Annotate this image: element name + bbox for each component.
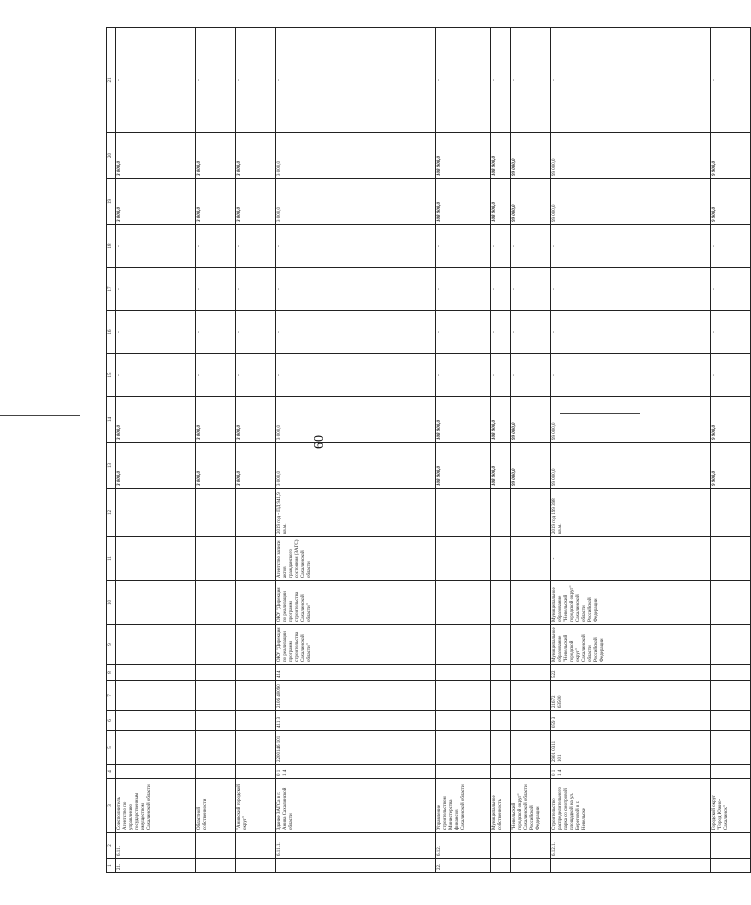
table-cell: - (551, 311, 711, 354)
table-cell: - (551, 28, 711, 133)
table-cell: - (116, 28, 196, 133)
table-cell: - (551, 268, 711, 311)
table-cell (236, 681, 276, 711)
table-cell (711, 665, 751, 681)
table-cell (491, 833, 511, 859)
table-cell (196, 537, 236, 581)
table-cell (491, 489, 511, 537)
table-cell: - (491, 28, 511, 133)
table-cell: - (116, 311, 196, 354)
table-cell: 3 000,0 (276, 179, 436, 225)
table-cell (236, 859, 276, 873)
table-cell: Городской округ "Город Южно-Сахалинск" (711, 779, 751, 833)
table-cell: - (236, 28, 276, 133)
table-cell: 108 900,0 (436, 179, 491, 225)
table-cell: 3 000,0 (236, 443, 276, 489)
table-cell: - (276, 225, 436, 268)
table-cell (511, 581, 551, 625)
table-cell (436, 625, 491, 665)
table-cell (116, 489, 196, 537)
table-cell: - (436, 311, 491, 354)
table-cell: - (551, 354, 711, 397)
table-cell: 059 3 (551, 711, 711, 731)
table-cell (116, 665, 196, 681)
table-cell: 3 000,0 (116, 133, 196, 179)
table-cell: 9 900,0 (711, 179, 751, 225)
table-cell (491, 681, 511, 711)
table-cell (196, 681, 236, 711)
table-cell (711, 581, 751, 625)
table-cell (236, 537, 276, 581)
column-header: 9 (107, 625, 116, 665)
column-header: 12 (107, 489, 116, 537)
table-cell (711, 625, 751, 665)
table-cell: - (491, 225, 511, 268)
table-cell: - (511, 354, 551, 397)
table-cell: - (491, 268, 511, 311)
table-cell: 3 000,0 (276, 443, 436, 489)
column-header: 20 (107, 133, 116, 179)
table-cell: 6.12.1. (551, 833, 711, 859)
table-cell: 3 000,0 (196, 179, 236, 225)
table-cell (511, 681, 551, 711)
table-cell (436, 711, 491, 731)
table-cell (196, 489, 236, 537)
table-cell (436, 489, 491, 537)
table-row (116, 28, 196, 873)
table-cell: 108 900,0 (491, 443, 511, 489)
table-cell (196, 859, 236, 873)
table-cell: - (711, 268, 751, 311)
table-cell: 22. (436, 859, 491, 873)
column-header: 16 (107, 311, 116, 354)
table-cell: 0 1 1 4 (276, 765, 436, 779)
table-cell: - (511, 28, 551, 133)
table-cell: - (491, 354, 511, 397)
table-cell: - (711, 354, 751, 397)
table-cell: 9 900,0 (711, 133, 751, 179)
table-cell: 3 000,0 (236, 133, 276, 179)
table-cell: - (276, 354, 436, 397)
table-cell: 6.11. (116, 833, 196, 859)
table-cell (236, 581, 276, 625)
table-cell (551, 859, 711, 873)
table-row (551, 28, 711, 873)
table-cell: 414 (276, 665, 436, 681)
table-cell: - (236, 268, 276, 311)
column-header: 4 (107, 765, 116, 779)
table-row (711, 28, 751, 873)
table-cell (116, 625, 196, 665)
column-header: 15 (107, 354, 116, 397)
table-cell: - (436, 354, 491, 397)
table-cell: 2200146 101 (276, 731, 436, 765)
table-cell: 3 000,0 (276, 397, 436, 443)
table-cell (511, 765, 551, 779)
rotated-table-container (106, 48, 729, 873)
table-cell (196, 625, 236, 665)
table-cell: 3 000,0 (276, 133, 436, 179)
table-cell (236, 833, 276, 859)
table-cell (511, 665, 551, 681)
table-cell (196, 665, 236, 681)
column-header: 5 (107, 731, 116, 765)
table-cell: - (196, 225, 236, 268)
table-cell: - (116, 354, 196, 397)
table-cell: Муниципальное собственность (491, 779, 511, 833)
table-cell (491, 537, 511, 581)
table-cell (436, 765, 491, 779)
column-header: 6 (107, 711, 116, 731)
table-cell: 6.12. (436, 833, 491, 859)
table-cell (436, 537, 491, 581)
budget-table (106, 27, 751, 873)
table-cell: 99 000,0 (551, 133, 711, 179)
table-cell: - (196, 268, 236, 311)
table-cell (491, 711, 511, 731)
table-cell: 9 900,0 (711, 397, 751, 443)
column-header: 18 (107, 225, 116, 268)
table-cell: 108 900,0 (491, 133, 511, 179)
page-number: 60 (312, 435, 327, 449)
table-cell: ОКУ "Дирекция по реализации программ строительства Сахалинской области" (276, 581, 436, 625)
table-cell: - (711, 225, 751, 268)
table-cell: - (711, 311, 751, 354)
column-header: 3 (107, 779, 116, 833)
table-cell (511, 489, 551, 537)
table-cell: - (491, 311, 511, 354)
table-cell (711, 731, 751, 765)
table-cell: 108 900,0 (436, 397, 491, 443)
table-cell: 108 900,0 (436, 133, 491, 179)
table-cell (491, 581, 511, 625)
table-cell: - (196, 354, 236, 397)
table-cell: - (551, 225, 711, 268)
table-row (236, 28, 276, 873)
table-cell: 411 3 (276, 711, 436, 731)
table-cell: 108 900,0 (491, 179, 511, 225)
table-cell: Областной собственности (196, 779, 236, 833)
table-cell (116, 681, 196, 711)
table-cell (711, 711, 751, 731)
table-cell (491, 665, 511, 681)
table-cell: - (511, 225, 551, 268)
table-cell: 99 000,0 (551, 397, 711, 443)
table-cell: - (436, 28, 491, 133)
table-cell (511, 859, 551, 873)
table-cell: 6.11.1. (276, 833, 436, 859)
table-cell: 3 000,0 (116, 179, 196, 225)
table-row (196, 28, 236, 873)
scan-artifact-line (0, 415, 80, 416)
table-cell: 2901 0311 101 (551, 731, 711, 765)
table-cell (116, 537, 196, 581)
table-cell: 99 000,0 (511, 397, 551, 443)
table-cell (511, 711, 551, 731)
table-cell: 3 000,0 (236, 397, 276, 443)
table-cell: Строительство распределительного парка со смотровой площадкой на ул. Береговой в г. Невельске (551, 779, 711, 833)
table-cell: - (116, 225, 196, 268)
table-cell: 99 000,0 (511, 443, 551, 489)
table-cell: ОКУ "Дирекция по реализации программ строительства Сахалинской области" (276, 625, 436, 665)
column-header: 21 (107, 28, 116, 133)
table-cell: 99 000,0 (551, 443, 711, 489)
column-header: 2 (107, 833, 116, 859)
table-cell: 522 (551, 665, 711, 681)
table-cell: 108 900,0 (436, 443, 491, 489)
table-cell (196, 731, 236, 765)
table-cell (236, 665, 276, 681)
table-row (491, 28, 511, 873)
table-cell (711, 537, 751, 581)
table-cell: - (236, 225, 276, 268)
table-cell: 9 900,0 (711, 443, 751, 489)
table-cell (436, 665, 491, 681)
column-header: 8 (107, 665, 116, 681)
column-header: 7 (107, 681, 116, 711)
table-cell (491, 859, 511, 873)
table-cell (236, 625, 276, 665)
table-cell: "Анивский городской округ" (236, 779, 276, 833)
table-cell: 3 000,0 (196, 443, 236, 489)
table-cell: 21. (116, 859, 196, 873)
table-cell (511, 625, 551, 665)
table-cell (116, 731, 196, 765)
table-cell (196, 711, 236, 731)
table-cell (511, 731, 551, 765)
table-cell: "Невельский городской округ" Сахалинской области Российской Федерации (511, 779, 551, 833)
table-cell (276, 859, 436, 873)
table-cell: Здание ЗАГСа в г. Анива Сахалинской области (276, 779, 436, 833)
column-header: 10 (107, 581, 116, 625)
table-cell (196, 581, 236, 625)
table-cell: 108 900,0 (491, 397, 511, 443)
table-cell (711, 765, 751, 779)
table-cell: 0 1 1 4 (551, 765, 711, 779)
table-cell: - (711, 28, 751, 133)
table-cell: - (436, 225, 491, 268)
column-header: 1 (107, 859, 116, 873)
column-header: 19 (107, 179, 116, 225)
table-cell: 2106 40090 (276, 681, 436, 711)
table-cell (236, 731, 276, 765)
table-cell: 2019 год - ПД 941,9 кв.м. (276, 489, 436, 537)
table-cell (236, 765, 276, 779)
table-cell: - (511, 268, 551, 311)
table-cell (511, 537, 551, 581)
table-cell: - (276, 28, 436, 133)
table-cell (236, 711, 276, 731)
table-cell: Муниципальное образование "Невельский городской округ" Сахалинской области Российской Федерации (551, 625, 711, 665)
table-row (276, 28, 436, 873)
table-cell: Муниципальное образование "Невельский городской округ" Сахалинской области Российской Федерации (551, 581, 711, 625)
table-cell: - (276, 311, 436, 354)
table-cell (116, 765, 196, 779)
table-cell (491, 625, 511, 665)
table-cell: 99 000,0 (511, 179, 551, 225)
table-row (436, 28, 491, 873)
table-cell: 99 000,0 (551, 179, 711, 225)
table-cell: - (511, 311, 551, 354)
table-cell (196, 833, 236, 859)
table-row (511, 28, 551, 873)
table-cell: Агентство записи актов гражданского состояния (ЗАГС) Сахалинской области (276, 537, 436, 581)
table-cell (491, 765, 511, 779)
table-cell (196, 765, 236, 779)
table-cell (711, 681, 751, 711)
table-cell: 2019 год 199 398 кв.м. (551, 489, 711, 537)
table-cell: - (276, 268, 436, 311)
table-cell: 3 000,0 (116, 443, 196, 489)
table-cell (511, 833, 551, 859)
table-cell (116, 581, 196, 625)
table-cell: 3 000,0 (116, 397, 196, 443)
table-cell: - (436, 268, 491, 311)
table-cell (436, 581, 491, 625)
table-cell: 3 000,0 (236, 179, 276, 225)
table-cell: - (236, 311, 276, 354)
table-cell (236, 489, 276, 537)
table-cell: - (551, 537, 711, 581)
table-cell: - (196, 28, 236, 133)
table-cell: 99 000,0 (511, 133, 551, 179)
table-cell: Управление строительством Министерства финансов Сахалинской области (436, 779, 491, 833)
column-header: 11 (107, 537, 116, 581)
table-cell (116, 711, 196, 731)
table-cell (436, 731, 491, 765)
table-cell: - (236, 354, 276, 397)
header-row (107, 28, 116, 873)
table-cell (436, 681, 491, 711)
table-cell (491, 731, 511, 765)
table-cell (711, 833, 751, 859)
table-cell: 3 000,0 (196, 133, 236, 179)
column-header: 14 (107, 397, 116, 443)
column-header: 17 (107, 268, 116, 311)
table-cell: - (116, 268, 196, 311)
table-cell: Соисполнитель Агентство по управлению государственным имуществом Сахалинской области (116, 779, 196, 833)
column-header: 13 (107, 443, 116, 489)
table-cell (711, 859, 751, 873)
table-cell: 3 000,0 (196, 397, 236, 443)
table-cell (711, 489, 751, 537)
table-cell: 21672 63500 (551, 681, 711, 711)
table-cell: - (196, 311, 236, 354)
